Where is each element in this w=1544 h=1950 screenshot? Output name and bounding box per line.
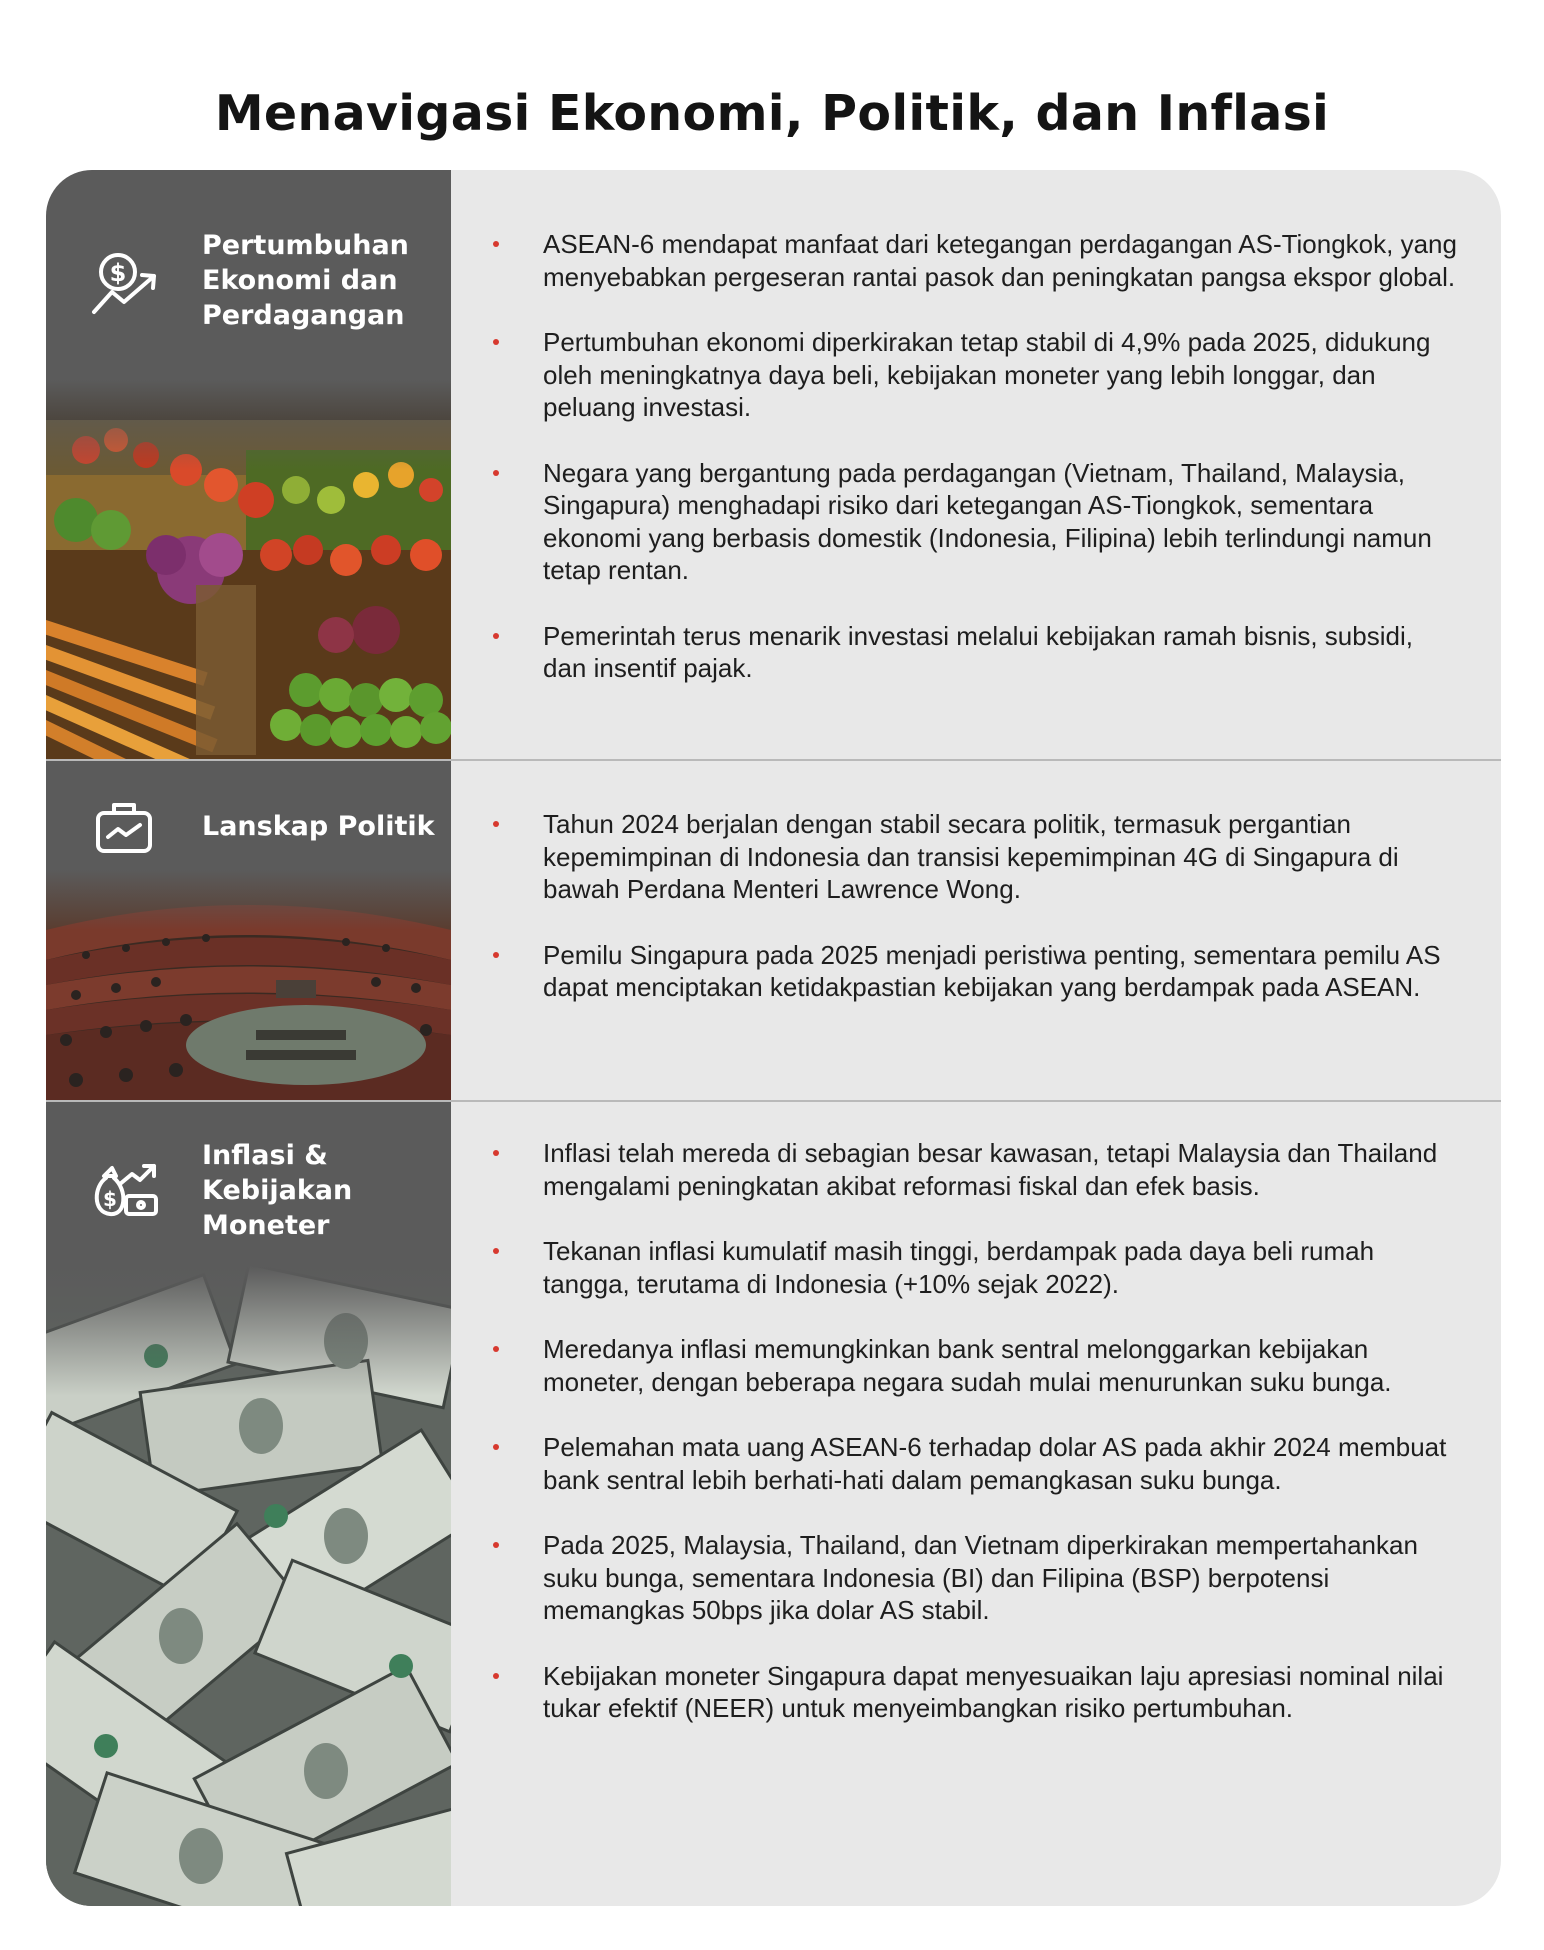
- bullet-dot: [493, 1248, 499, 1254]
- bullet-item: Kebijakan moneter Singapura dapat menyesuaikan laju apresiasi nominal nilai tukar efektif (NEER) untuk menyeimbangkan risiko pertumbuhan.: [493, 1660, 1461, 1725]
- bullet-list: [493, 808, 1461, 1037]
- section-politics: [46, 761, 1501, 1100]
- section-sidebar: [46, 1102, 451, 1906]
- bullet-item: Tekanan inflasi kumulatif masih tinggi, berdampak pada daya beli rumah tangga, terutama di Indonesia (+10% sejak 2022).: [493, 1235, 1461, 1300]
- money-bag-trend-icon: [90, 1154, 160, 1224]
- briefcase-chart-icon: [94, 797, 154, 857]
- section-inflation-monetary: [46, 1102, 1501, 1906]
- bullet-item: Pertumbuhan ekonomi diperkirakan tetap stabil di 4,9% pada 2025, didukung oleh meningkatnya daya beli, kebijakan moneter yang lebih longgar, dan peluang investasi.: [493, 326, 1461, 424]
- bullet-dot: [493, 1542, 499, 1548]
- bullet-item: Tahun 2024 berjalan dengan stabil secara politik, termasuk pergantian kepemimpinan di Indonesia dan transisi kepemimpinan 4G di Singapura di bawah Perdana Menteri Lawrence Wong.: [493, 808, 1461, 906]
- section-sidebar: [46, 761, 451, 1100]
- vegetable-market-photo: [46, 380, 451, 760]
- bullet-dot: [493, 952, 499, 958]
- info-card: [46, 170, 1501, 1906]
- money-growth-search-icon: [90, 248, 160, 318]
- bullet-item: Pemerintah terus menarik investasi melalui kebijakan ramah bisnis, subsidi, dan insentif pajak.: [493, 620, 1461, 685]
- bullet-item: Pada 2025, Malaysia, Thailand, dan Vietnam diperkirakan mempertahankan suku bunga, sementara Indonesia (BI) dan Filipina (BSP) berpotensi memangkas 50bps jika dolar AS stabil.: [493, 1529, 1461, 1627]
- bullet-dot: [493, 1673, 499, 1679]
- bullet-dot: [493, 339, 499, 345]
- section-sidebar: [46, 170, 451, 760]
- section-title: Lanskap Politik: [202, 811, 435, 842]
- parliament-chamber-photo: [46, 870, 451, 1100]
- bullet-list: [493, 1137, 1461, 1758]
- svg-text:$: $: [109, 259, 127, 287]
- dollar-bills-photo: [46, 1266, 451, 1906]
- bullet-dot: [493, 1346, 499, 1352]
- section-economy-trade: [46, 170, 1501, 760]
- section-title: Inflasi & Kebijakan Moneter: [202, 1140, 353, 1241]
- bullet-list: [493, 228, 1461, 718]
- svg-text:$: $: [103, 1187, 117, 1211]
- bullet-dot: [493, 1150, 499, 1156]
- section-content: [451, 1102, 1501, 1906]
- bullet-dot: [493, 821, 499, 827]
- bullet-item: Pemilu Singapura pada 2025 menjadi peristiwa penting, sementara pemilu AS dapat menciptakan ketidakpastian kebijakan yang berdampak pada ASEAN.: [493, 939, 1461, 1004]
- bullet-item: Pelemahan mata uang ASEAN-6 terhadap dolar AS pada akhir 2024 membuat bank sentral lebih berhati-hati dalam pemangkasan suku bunga.: [493, 1431, 1461, 1496]
- bullet-item: ASEAN-6 mendapat manfaat dari ketegangan perdagangan AS-Tiongkok, yang menyebabkan pergeseran rantai pasok dan peningkatan pangsa ekspor global.: [493, 228, 1461, 293]
- bullet-item: Negara yang bergantung pada perdagangan (Vietnam, Thailand, Malaysia, Singapura) menghadapi risiko dari ketegangan AS-Tiongkok, sementara ekonomi yang berbasis domestik (Indonesia, Filipina) lebih terlindungi namun tetap rentan.: [493, 457, 1461, 587]
- bullet-dot: [493, 241, 499, 247]
- page-title: Menavigasi Ekonomi, Politik, dan Inflasi: [214, 84, 1330, 142]
- bullet-item: Inflasi telah mereda di sebagian besar kawasan, tetapi Malaysia dan Thailand mengalami peningkatan akibat reformasi fiskal dan efek basis.: [493, 1137, 1461, 1202]
- bullet-dot: [493, 633, 499, 639]
- section-title: Pertumbuhan Ekonomi dan Perdagangan: [202, 230, 409, 331]
- bullet-item: Meredanya inflasi memungkinkan bank sentral melonggarkan kebijakan moneter, dengan beberapa negara sudah mulai menurunkan suku bunga.: [493, 1333, 1461, 1398]
- bullet-dot: [493, 1444, 499, 1450]
- section-content: [451, 170, 1501, 760]
- section-content: [451, 761, 1501, 1100]
- bullet-dot: [493, 470, 499, 476]
